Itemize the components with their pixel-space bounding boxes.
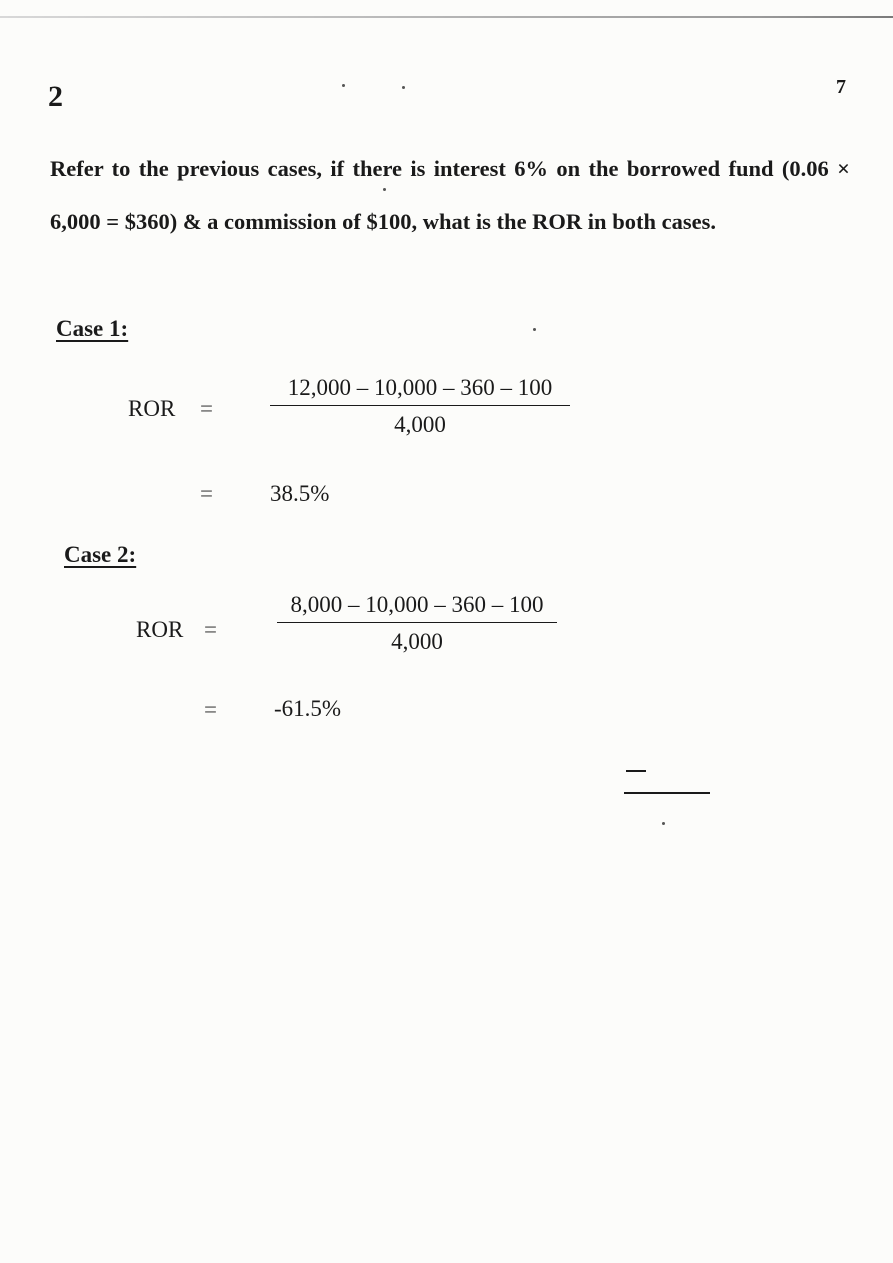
case-1-numerator: 12,000 – 10,000 – 360 – 100 <box>270 375 570 406</box>
question-text: Refer to the previous cases, if there is interest 6% on the borrowed fund (0.06 × 6,000 = $360) & a commission of $100, what is the ROR in both cases. <box>50 156 850 234</box>
case-1-result-equals-sign: = <box>200 481 213 506</box>
question-number: 2 <box>48 80 63 113</box>
case-2-result-equals-sign: = <box>204 697 217 722</box>
case-2-fraction <box>277 592 557 655</box>
case-1-denominator: 4,000 <box>394 412 446 437</box>
scan-speck <box>662 822 665 825</box>
case-2-ror-label: ROR <box>136 617 184 642</box>
page-number: 7 <box>836 76 846 98</box>
case-1-heading: Case 1: <box>56 316 129 341</box>
scan-edge-line <box>0 16 893 18</box>
case-2-result: -61.5% <box>274 696 342 721</box>
case-2-denominator: 4,000 <box>391 629 443 654</box>
case-1-result: 38.5% <box>270 481 330 506</box>
scan-speck <box>383 188 386 191</box>
case-1-ror-label: ROR <box>128 396 176 421</box>
case-2-heading: Case 2: <box>64 542 137 567</box>
stray-pen-mark <box>626 770 646 772</box>
case-1-fraction <box>270 375 570 438</box>
stray-pen-line <box>624 792 710 794</box>
case-2-equals-sign: = <box>204 617 217 642</box>
scan-speck <box>533 328 536 331</box>
scan-speck <box>342 84 345 87</box>
case-2-numerator: 8,000 – 10,000 – 360 – 100 <box>277 592 557 623</box>
scan-speck <box>402 86 405 89</box>
case-1-equals-sign: = <box>200 396 213 421</box>
